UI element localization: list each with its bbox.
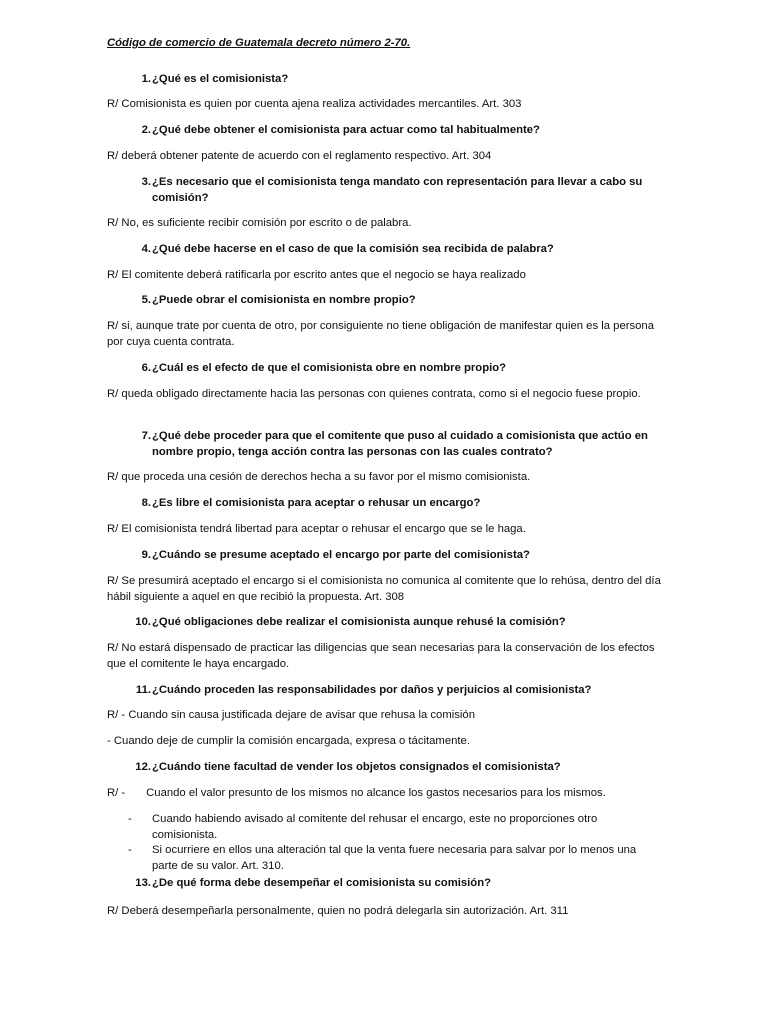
list-item-text: Si ocurriere en ellos una alteración tal que la venta fuere necesaria para salvar por lo menos una parte de su valor. Art. 310. xyxy=(152,844,637,872)
list-item xyxy=(128,842,658,874)
answer-13: R/ Deberá desempeñarla personalmente, quien no podrá delegarla sin autorización. Art. 311 xyxy=(107,905,569,917)
answer-8: R/ El comisionista tendrá libertad para aceptar o rehusar el encargo que se le haga. xyxy=(107,523,526,535)
question-number: 9. xyxy=(141,549,151,561)
answer-11-continued: - Cuando deje de cumplir la comisión encargada, expresa o tácitamente. xyxy=(107,735,470,747)
bullet-dash: - xyxy=(128,844,132,856)
question-text: ¿Qué debe hacerse en el caso de que la comisión sea recibida de palabra? xyxy=(152,243,554,255)
answer-text: Cuando el valor presunto de los mismos no alcance los gastos necesarios para los mismos. xyxy=(146,787,606,799)
question-number: 11. xyxy=(135,684,151,696)
answer-9: R/ Se presumirá aceptado el encargo si el comisionista no comunica al comitente que lo rehúsa, dentro del día hábil siguiente a aquel en que recibió la propuesta. Art. 308 xyxy=(107,575,661,603)
answer-2: R/ deberá obtener patente de acuerdo con el reglamento respectivo. Art. 304 xyxy=(107,150,492,162)
question-4 xyxy=(128,241,658,257)
question-text: ¿Cuándo tiene facultad de vender los objetos consignados el comisionista? xyxy=(152,761,561,773)
answer-4: R/ El comitente deberá ratificarla por escrito antes que el negocio se haya realizado xyxy=(107,269,526,281)
question-text: ¿Qué es el comisionista? xyxy=(152,73,289,85)
question-number: 6. xyxy=(141,362,151,374)
question-text: ¿Es libre el comisionista para aceptar o rehusar un encargo? xyxy=(152,497,481,509)
answer-12 xyxy=(107,785,606,801)
question-text: ¿Es necesario que el comisionista tenga mandato con representación para llevar a cabo su comisión? xyxy=(152,176,643,204)
answer-label: R/ - xyxy=(107,787,126,799)
question-6 xyxy=(128,360,658,376)
question-1 xyxy=(128,71,658,87)
question-13 xyxy=(128,875,658,891)
question-8 xyxy=(128,495,658,511)
question-3 xyxy=(128,174,658,206)
question-7 xyxy=(128,428,658,460)
question-number: 10. xyxy=(135,616,151,628)
question-number: 4. xyxy=(141,243,151,255)
question-number: 7. xyxy=(141,430,151,442)
question-text: ¿De qué forma debe desempeñar el comisionista su comisión? xyxy=(152,877,491,889)
question-text: ¿Cuál es el efecto de que el comisionista obre en nombre propio? xyxy=(152,362,507,374)
answer-6: R/ queda obligado directamente hacia las personas con quienes contrata, como si el negocio fuese propio. xyxy=(107,388,641,400)
document-title: Código de comercio de Guatemala decreto número 2-70. xyxy=(107,37,411,49)
question-number: 1. xyxy=(141,73,151,85)
question-text: ¿Qué obligaciones debe realizar el comisionista aunque rehusé la comisión? xyxy=(152,616,566,628)
answer-7: R/ que proceda una cesión de derechos hecha a su favor por el mismo comisionista. xyxy=(107,471,531,483)
answer-1: R/ Comisionista es quien por cuenta ajena realiza actividades mercantiles. Art. 303 xyxy=(107,98,522,110)
question-number: 12. xyxy=(135,761,151,773)
question-9 xyxy=(128,547,658,563)
question-number: 5. xyxy=(141,294,151,306)
list-item-text: Cuando habiendo avisado al comitente del rehusar el encargo, este no proporciones otro comisionista. xyxy=(152,813,598,841)
question-2 xyxy=(128,122,658,138)
question-number: 13. xyxy=(135,877,151,889)
question-10 xyxy=(128,614,658,630)
answer-10: R/ No estará dispensado de practicar las diligencias que sean necesarias para la conservación de los efectos que el comitente le haya encargado. xyxy=(107,642,655,670)
question-text: ¿Qué debe proceder para que el comitente que puso al cuidado a comisionista que actúo en nombre propio, tenga acción contra las personas con las cuales contrato? xyxy=(152,430,648,458)
bullet-dash: - xyxy=(128,813,132,825)
question-number: 2. xyxy=(141,124,151,136)
question-text: ¿Qué debe obtener el comisionista para actuar como tal habitualmente? xyxy=(152,124,540,136)
answer-3: R/ No, es suficiente recibir comisión por escrito o de palabra. xyxy=(107,217,412,229)
question-text: ¿Cuándo se presume aceptado el encargo por parte del comisionista? xyxy=(152,549,530,561)
answer-11: R/ - Cuando sin causa justificada dejare de avisar que rehusa la comisión xyxy=(107,709,475,721)
list-item xyxy=(128,811,658,843)
question-number: 3. xyxy=(141,176,151,188)
question-11 xyxy=(128,682,658,698)
question-12 xyxy=(128,759,658,775)
question-text: ¿Puede obrar el comisionista en nombre propio? xyxy=(152,294,416,306)
question-text: ¿Cuándo proceden las responsabilidades por daños y perjuicios al comisionista? xyxy=(152,684,592,696)
question-5 xyxy=(128,292,658,308)
question-number: 8. xyxy=(141,497,151,509)
answer-5: R/ si, aunque trate por cuenta de otro, por consiguiente no tiene obligación de manifestar quien es la persona por cuya cuenta contrata. xyxy=(107,320,655,348)
